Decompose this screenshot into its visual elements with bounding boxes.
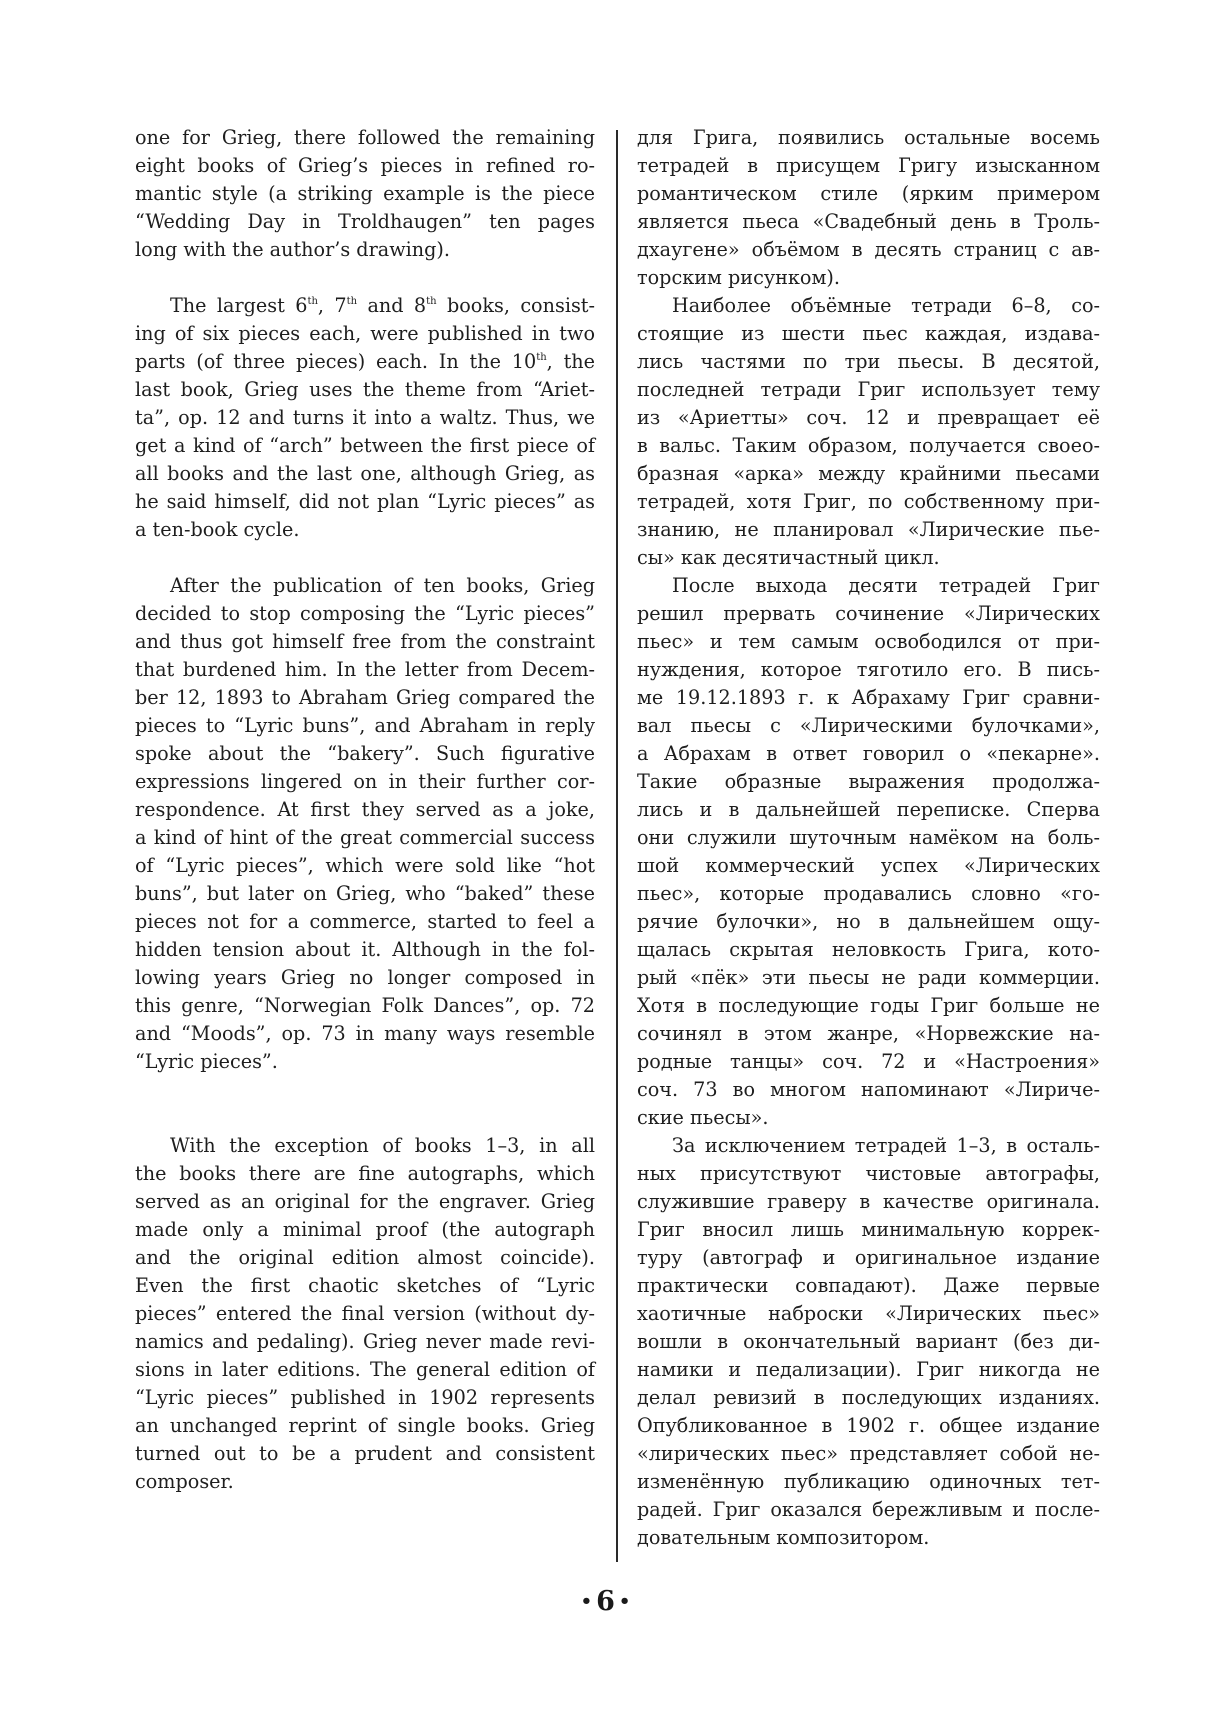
text-line: get a kind of “arch” between the first piece of bbox=[135, 434, 595, 457]
page-number bbox=[0, 1586, 1211, 1617]
text-line: ta”, op. 12 and turns it into a waltz. Thus, we bbox=[135, 406, 595, 429]
text-line: является пьеса «Свадебный день в Троль- bbox=[637, 210, 1100, 233]
text-line: and thus got himself free from the constraint bbox=[135, 630, 595, 653]
text-line: стоящие из шести пьес каждая, издава- bbox=[637, 322, 1100, 345]
text-line: для Грига, появились остальные восемь bbox=[637, 126, 1100, 149]
text-line: вал пьесы с «Лирическими булочками», bbox=[637, 714, 1100, 737]
text-line: рячие булочки», но в дальнейшем ощу- bbox=[637, 910, 1100, 933]
text-line: лись и в дальнейшей переписке. Сперва bbox=[637, 798, 1100, 821]
text-line: hidden tension about it. Although in the fol- bbox=[135, 938, 595, 961]
text-line: ме 19.12.1893 г. к Абрахаму Григ сравни- bbox=[637, 686, 1100, 709]
text-line: шой коммерческий успех «Лирических bbox=[637, 854, 1100, 877]
text-line: тетрадей в присущем Григу изысканном bbox=[637, 154, 1100, 177]
russian-column bbox=[637, 124, 1100, 1552]
russian-paragraph-4 bbox=[637, 1132, 1100, 1552]
text-line: хаотичные наброски «Лирических пьес» bbox=[637, 1302, 1100, 1325]
text-line: all books and the last one, although Grieg, as bbox=[135, 462, 595, 485]
text-line: романтическом стиле (ярким примером bbox=[637, 182, 1100, 205]
text-line: respondence. At first they served as a joke, bbox=[135, 798, 595, 821]
text-line: a kind of hint of the great commercial success bbox=[135, 826, 595, 849]
text-line: and the original edition almost coincide). bbox=[135, 1246, 595, 1269]
text-line: За исключением тетрадей 1–3, в осталь- bbox=[672, 1134, 1100, 1157]
text-line: Григ вносил лишь минимальную коррек- bbox=[637, 1218, 1100, 1241]
text-line: Even the first chaotic sketches of “Lyric bbox=[135, 1274, 595, 1297]
text-line: turned out to be a prudent and consistent bbox=[135, 1442, 595, 1465]
text-line: лись частями по три пьесы. В десятой, bbox=[637, 350, 1100, 373]
text-line: “Lyric pieces”. bbox=[135, 1050, 278, 1073]
text-line: an unchanged reprint of single books. Grieg bbox=[135, 1414, 595, 1437]
english-paragraph-4 bbox=[135, 1132, 595, 1496]
text-line: делал ревизий в последующих изданиях. bbox=[637, 1386, 1100, 1409]
text-line: pieces not for a commerce, started to feel a bbox=[135, 910, 595, 933]
russian-paragraph-1 bbox=[637, 124, 1100, 292]
english-paragraph-1 bbox=[135, 124, 595, 264]
text-line: дхаугене» объёмом в десять страниц с ав- bbox=[637, 238, 1100, 261]
text-line: last book, Grieg uses the theme from “Ariet- bbox=[135, 378, 595, 401]
text-line: buns”, but later on Grieg, who “baked” these bbox=[135, 882, 595, 905]
text-line: радей. Григ оказался бережливым и после- bbox=[637, 1498, 1100, 1521]
text-line: сочинял в этом жанре, «Норвежские на- bbox=[637, 1022, 1100, 1045]
text-line: сы» как десятичастный цикл. bbox=[637, 546, 940, 569]
text-line: служившие граверу в качестве оригинала. bbox=[637, 1190, 1100, 1213]
text-line: made only a minimal proof (the autograph bbox=[135, 1218, 595, 1241]
text-line: a ten-book cycle. bbox=[135, 518, 300, 541]
text-line: довательным композитором. bbox=[637, 1526, 930, 1549]
text-line: ber 12, 1893 to Abraham Grieg compared the bbox=[135, 686, 595, 709]
text-line: «лирических пьес» представляет собой не- bbox=[637, 1442, 1100, 1465]
text-line: в вальс. Таким образом, получается своео- bbox=[637, 434, 1100, 457]
text-line: тетрадей, хотя Григ, по собственному при- bbox=[637, 490, 1100, 513]
text-line: торским рисунком). bbox=[637, 266, 840, 289]
page-number-value: 6 bbox=[596, 1586, 615, 1617]
text-line: последней тетради Григ использует тему bbox=[637, 378, 1100, 401]
text-line: туру (автограф и оригинальное издание bbox=[637, 1246, 1100, 1269]
text-line: Хотя в последующие годы Григ больше не bbox=[637, 994, 1100, 1017]
text-line: eight books of Grieg’s pieces in refined ro- bbox=[135, 154, 595, 177]
text-line-with-superscripts: The largest 6th, 7th and 8th books, consist- bbox=[170, 294, 595, 317]
text-line: pieces to “Lyric buns”, and Abraham in reply bbox=[135, 714, 595, 737]
text-line: практически совпадают). Даже первые bbox=[637, 1274, 1100, 1297]
text-line: spoke about the “bakery”. Such figurative bbox=[135, 742, 595, 765]
text-line: рый «пёк» эти пьесы не ради коммерции. bbox=[637, 966, 1100, 989]
text-line: expressions lingered on in their further cor- bbox=[135, 770, 595, 793]
text-line: щалась скрытая неловкость Грига, кото- bbox=[637, 938, 1100, 961]
text-line: бразная «арка» между крайними пьесами bbox=[637, 462, 1100, 485]
text-line: пьес» и тем самым освободился от при- bbox=[637, 630, 1100, 653]
english-column bbox=[135, 124, 595, 1496]
text-line: знанию, не планировал «Лирические пье- bbox=[637, 518, 1100, 541]
text-line: “Lyric pieces” published in 1902 represents bbox=[135, 1386, 595, 1409]
bullet-ornament-icon: • bbox=[580, 1591, 593, 1612]
text-line: that burdened him. In the letter from Decem- bbox=[135, 658, 595, 681]
text-line: served as an original for the engraver. Grieg bbox=[135, 1190, 595, 1213]
text-line: нуждения, которое тяготило его. В пись- bbox=[637, 658, 1100, 681]
text-line: this genre, “Norwegian Folk Dances”, op. 72 bbox=[135, 994, 595, 1017]
text-line-with-superscripts: parts (of three pieces) each. In the 10th, the bbox=[135, 350, 596, 373]
text-line: “Wedding Day in Troldhaugen” ten pages bbox=[135, 210, 595, 233]
text-line: lowing years Grieg no longer composed in bbox=[135, 966, 595, 989]
text-line: ing of six pieces each, were published in two bbox=[135, 322, 595, 345]
text-line: Опубликованное в 1902 г. общее издание bbox=[637, 1414, 1100, 1437]
english-paragraph-3 bbox=[135, 572, 595, 1076]
text-line: decided to stop composing the “Lyric pieces” bbox=[135, 602, 595, 625]
text-line: he said himself, did not plan “Lyric pieces” as bbox=[135, 490, 595, 513]
text-line: composer. bbox=[135, 1470, 234, 1493]
text-line: long with the author’s drawing). bbox=[135, 238, 450, 261]
text-line: pieces” entered the final version (without dy- bbox=[135, 1302, 595, 1325]
column-divider bbox=[616, 130, 618, 1562]
english-paragraph-2 bbox=[135, 292, 595, 544]
text-line: namics and pedaling). Grieg never made revi- bbox=[135, 1330, 595, 1353]
text-line: mantic style (a striking example is the piece bbox=[135, 182, 595, 205]
text-line: а Абрахам в ответ говорил о «пекарне». bbox=[637, 742, 1100, 765]
text-line: изменённую публикацию одиночных тет- bbox=[637, 1470, 1100, 1493]
text-line: из «Ариетты» соч. 12 и превращает её bbox=[637, 406, 1100, 429]
text-line: пьес», которые продавались словно «го- bbox=[637, 882, 1100, 905]
text-line: After the publication of ten books, Grieg bbox=[170, 574, 595, 597]
bullet-ornament-icon: • bbox=[618, 1591, 631, 1612]
text-line: родные танцы» соч. 72 и «Настроения» bbox=[637, 1050, 1100, 1073]
text-line: the books there are fine autographs, which bbox=[135, 1162, 595, 1185]
text-line: ские пьесы». bbox=[637, 1106, 769, 1129]
text-line: После выхода десяти тетрадей Григ bbox=[672, 574, 1100, 597]
russian-paragraph-3 bbox=[637, 572, 1100, 1132]
text-line: sions in later editions. The general edition of bbox=[135, 1358, 595, 1381]
text-line: one for Grieg, there followed the remaining bbox=[135, 126, 595, 149]
text-line: and “Moods”, op. 73 in many ways resemble bbox=[135, 1022, 595, 1045]
text-line: соч. 73 во многом напоминают «Лириче- bbox=[637, 1078, 1100, 1101]
text-line: намики и педализации). Григ никогда не bbox=[637, 1358, 1100, 1381]
text-line: Такие образные выражения продолжа- bbox=[637, 770, 1100, 793]
russian-paragraph-2 bbox=[637, 292, 1100, 572]
text-line: of “Lyric pieces”, which were sold like “hot bbox=[135, 854, 595, 877]
text-line: With the exception of books 1–3, in all bbox=[170, 1134, 595, 1157]
text-line: вошли в окончательный вариант (без ди- bbox=[637, 1330, 1100, 1353]
text-line: они служили шуточным намёком на боль- bbox=[637, 826, 1100, 849]
text-line: Наиболее объёмные тетради 6–8, со- bbox=[672, 294, 1100, 317]
text-line: решил прервать сочинение «Лирических bbox=[637, 602, 1100, 625]
text-line: ных присутствуют чистовые автографы, bbox=[637, 1162, 1100, 1185]
